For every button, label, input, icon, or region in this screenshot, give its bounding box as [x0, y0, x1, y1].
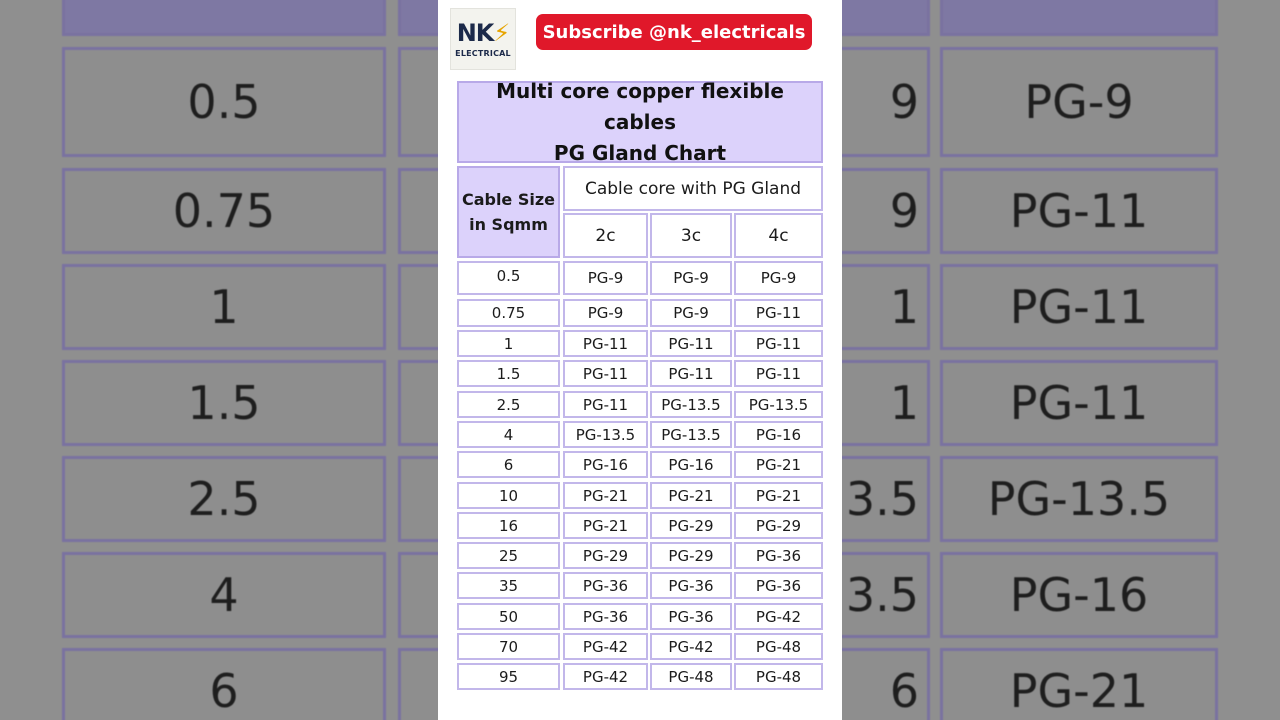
chart-title-line1: Multi core copper flexible cables — [496, 78, 784, 134]
column-header-4c: 4c — [734, 213, 823, 258]
gland-3c-cell: PG-16 — [650, 451, 732, 478]
bg-cell: 3.5 — [842, 552, 930, 638]
bg-cell: PG-11 — [940, 168, 1218, 254]
cable-size-cell: 0.75 — [457, 299, 560, 327]
bg-cell: PG-21 — [940, 648, 1218, 720]
bg-cell — [398, 552, 438, 638]
gland-3c-cell: PG-21 — [650, 482, 732, 509]
cable-size-cell: 6 — [457, 451, 560, 478]
gland-2c-cell: PG-16 — [563, 451, 648, 478]
bg-cell: 1 — [62, 264, 386, 350]
bg-cell: PG-13.5 — [940, 456, 1218, 542]
gland-4c-cell: PG-36 — [734, 542, 823, 569]
gland-3c-cell: PG-36 — [650, 603, 732, 630]
gland-4c-cell: PG-48 — [734, 663, 823, 690]
gland-2c-cell: PG-36 — [563, 603, 648, 630]
cable-size-cell: 1 — [457, 330, 560, 357]
gland-3c-cell: PG-29 — [650, 542, 732, 569]
gland-3c-cell: PG-9 — [650, 299, 732, 327]
gland-2c-cell: PG-9 — [563, 261, 648, 295]
cable-size-cell: 0.5 — [457, 261, 560, 295]
gland-3c-cell: PG-42 — [650, 633, 732, 660]
gland-2c-cell: PG-13.5 — [563, 421, 648, 448]
column-header-2c: 2c — [563, 213, 648, 258]
bg-cell — [398, 264, 438, 350]
cable-size-cell: 35 — [457, 572, 560, 599]
bg-cell — [398, 456, 438, 542]
bg-cell: PG-16 — [940, 552, 1218, 638]
gland-2c-cell: PG-36 — [563, 572, 648, 599]
cable-size-cell: 95 — [457, 663, 560, 690]
bg-cell: 2.5 — [62, 456, 386, 542]
gland-3c-cell: PG-11 — [650, 360, 732, 387]
gland-2c-cell: PG-11 — [563, 360, 648, 387]
cable-size-cell: 16 — [457, 512, 560, 539]
gland-2c-cell: PG-21 — [563, 482, 648, 509]
gland-2c-cell: PG-29 — [563, 542, 648, 569]
gland-4c-cell: PG-21 — [734, 482, 823, 509]
bg-header-cell — [842, 0, 930, 36]
gland-4c-cell: PG-16 — [734, 421, 823, 448]
bg-cell: 9 — [842, 168, 930, 254]
gland-3c-cell: PG-13.5 — [650, 421, 732, 448]
gland-3c-cell: PG-9 — [650, 261, 732, 295]
subscribe-button[interactable]: Subscribe @nk_electricals — [536, 14, 812, 50]
gland-4c-cell: PG-9 — [734, 261, 823, 295]
bg-cell: 4 — [62, 552, 386, 638]
bg-cell: 0.5 — [62, 47, 386, 157]
gland-2c-cell: PG-42 — [563, 663, 648, 690]
gland-4c-cell: PG-21 — [734, 451, 823, 478]
gland-4c-cell: PG-42 — [734, 603, 823, 630]
cable-size-cell: 25 — [457, 542, 560, 569]
logo-subtitle: ELECTRICAL — [455, 49, 511, 58]
gland-2c-cell: PG-11 — [563, 330, 648, 357]
gland-4c-cell: PG-11 — [734, 299, 823, 327]
gland-2c-cell: PG-11 — [563, 391, 648, 418]
bg-header-cell — [398, 0, 438, 36]
logo-mark — [457, 20, 510, 46]
gland-3c-cell: PG-48 — [650, 663, 732, 690]
bg-header-cell — [940, 0, 1218, 36]
gland-3c-cell: PG-36 — [650, 572, 732, 599]
gland-2c-cell: PG-9 — [563, 299, 648, 327]
cable-size-cell: 50 — [457, 603, 560, 630]
bg-cell — [398, 648, 438, 720]
bg-cell — [398, 47, 438, 157]
bg-cell: 1 — [842, 264, 930, 350]
bg-cell — [398, 360, 438, 446]
background-right — [842, 0, 1280, 720]
bg-cell — [398, 168, 438, 254]
chart-panel — [438, 0, 842, 720]
gland-4c-cell: PG-13.5 — [734, 391, 823, 418]
gland-3c-cell: PG-29 — [650, 512, 732, 539]
cable-size-cell: 2.5 — [457, 391, 560, 418]
background-left — [0, 0, 438, 720]
bg-cell: 3.5 — [842, 456, 930, 542]
logo-text: NK — [456, 19, 494, 47]
gland-3c-cell: PG-13.5 — [650, 391, 732, 418]
cable-size-header-line2: in Sqmm — [469, 215, 548, 234]
gland-4c-cell: PG-36 — [734, 572, 823, 599]
bg-cell: 9 — [842, 47, 930, 157]
bg-cell: PG-11 — [940, 360, 1218, 446]
cable-size-cell: 1.5 — [457, 360, 560, 387]
gland-4c-cell: PG-11 — [734, 330, 823, 357]
gland-4c-cell: PG-29 — [734, 512, 823, 539]
cable-size-cell: 4 — [457, 421, 560, 448]
cable-size-header — [457, 166, 560, 258]
bg-cell: PG-11 — [940, 264, 1218, 350]
bg-cell: 6 — [62, 648, 386, 720]
cable-core-group-header: Cable core with PG Gland — [563, 166, 823, 211]
bg-header-cell — [62, 0, 386, 36]
bg-cell: 0.75 — [62, 168, 386, 254]
gland-2c-cell: PG-42 — [563, 633, 648, 660]
cable-size-header-line1: Cable Size — [461, 190, 556, 209]
chart-title — [457, 78, 823, 165]
gland-2c-cell: PG-21 — [563, 512, 648, 539]
column-header-3c: 3c — [650, 213, 732, 258]
chart-title-line2: PG Gland Chart — [553, 140, 727, 165]
cable-size-cell: 10 — [457, 482, 560, 509]
bolt-icon: ⚡ — [493, 19, 510, 47]
brand-logo[interactable] — [450, 8, 516, 70]
gland-4c-cell: PG-48 — [734, 633, 823, 660]
bg-cell: 1 — [842, 360, 930, 446]
gland-3c-cell: PG-11 — [650, 330, 732, 357]
bg-cell: 6 — [842, 648, 930, 720]
gland-4c-cell: PG-11 — [734, 360, 823, 387]
cable-size-cell: 70 — [457, 633, 560, 660]
bg-cell: PG-9 — [940, 47, 1218, 157]
bg-cell: 1.5 — [62, 360, 386, 446]
